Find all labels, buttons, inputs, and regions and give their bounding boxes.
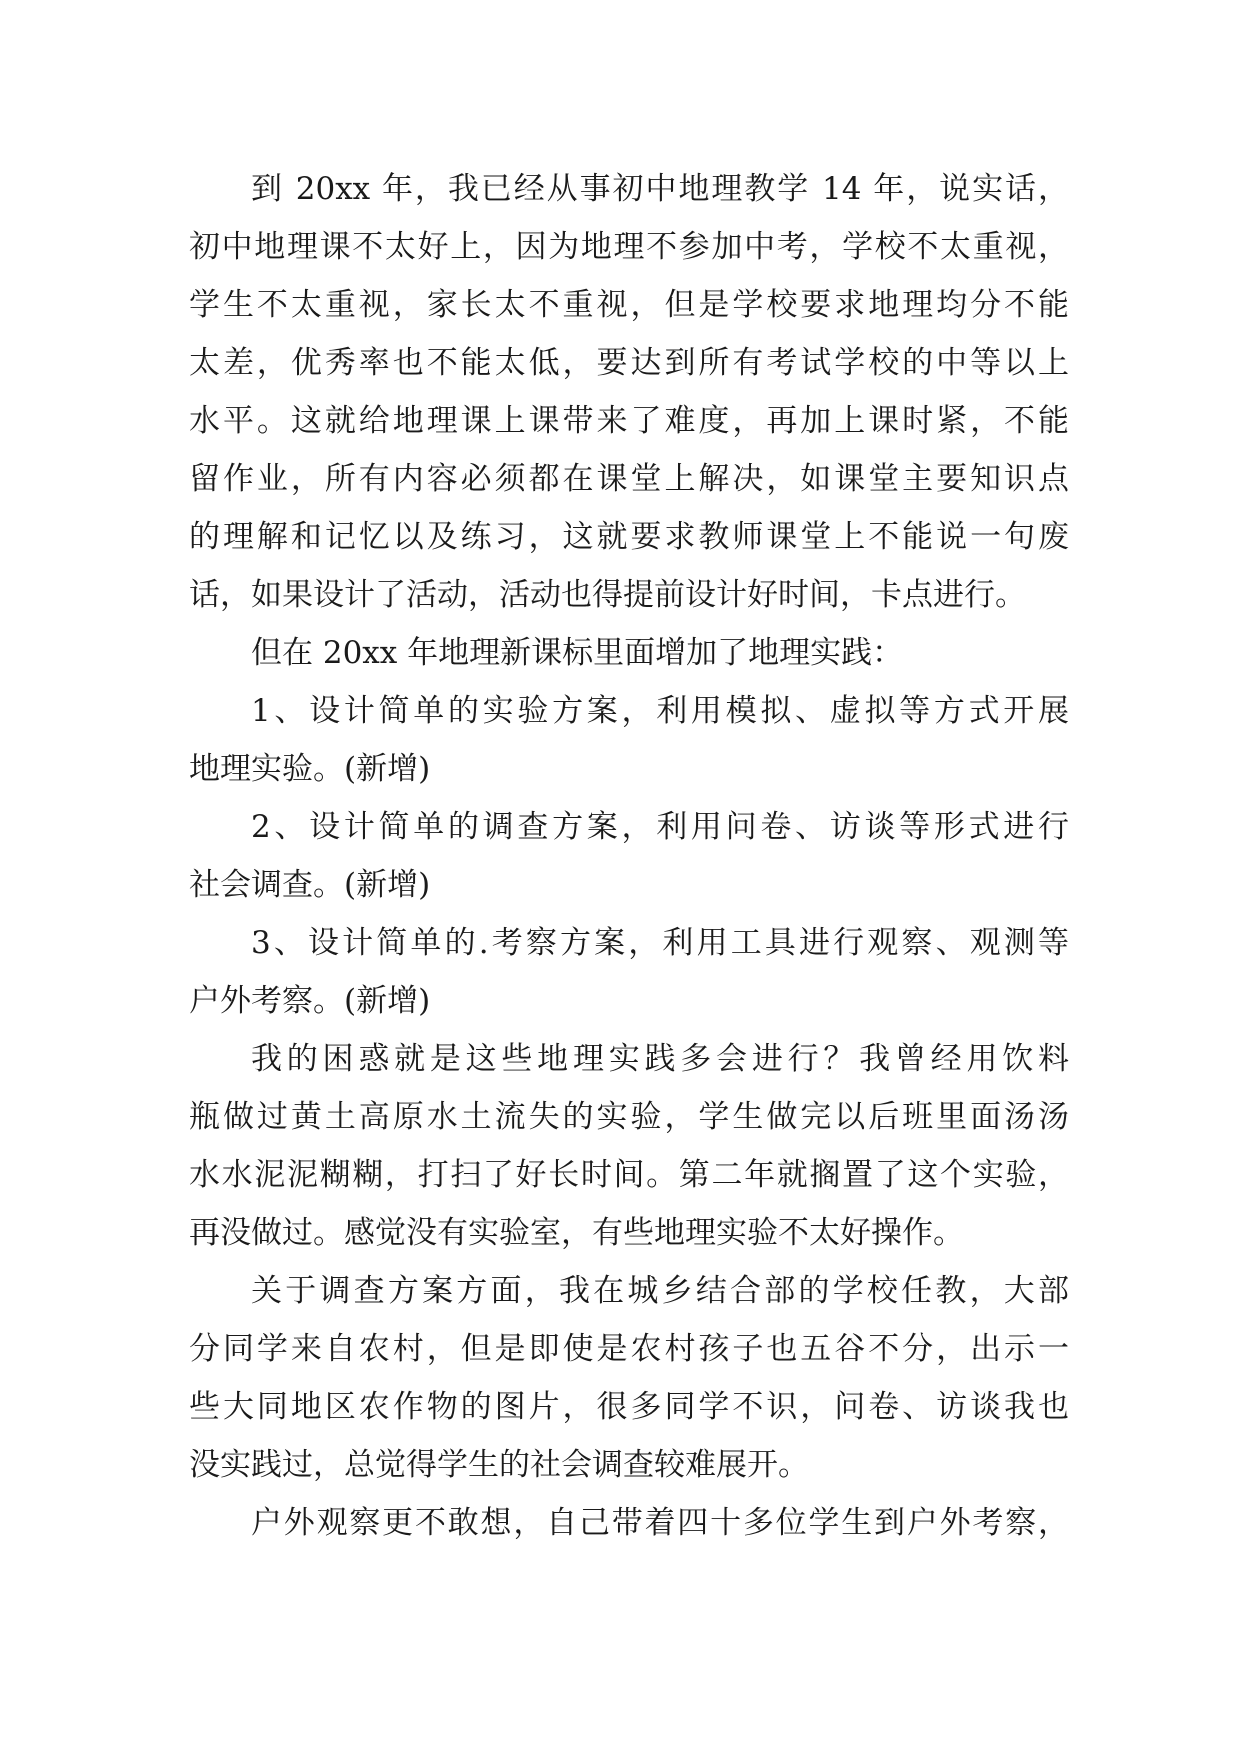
text-line: 我的困惑就是这些地理实践多会进行？我曾经用饮料 (251, 1041, 1069, 1077)
document-body (189, 160, 1069, 1552)
text-line: 些大同地区农作物的图片，很多同学不识，问卷、访谈我也 (189, 1389, 1069, 1425)
text-line: 户外考察。(新增) (189, 983, 431, 1019)
text-line: 但在 20xx 年地理新课标里面增加了地理实践： (251, 635, 904, 671)
text-line: 水水泥泥糊糊，打扫了好长时间。第二年就搁置了这个实验， (189, 1157, 1069, 1193)
text-line: 1、设计简单的实验方案，利用模拟、虚拟等方式开展 (251, 693, 1069, 729)
text-line: 到 20xx 年，我已经从事初中地理教学 14 年，说实话， (251, 171, 1069, 207)
text-line: 再没做过。感觉没有实验室，有些地理实验不太好操作。 (189, 1215, 964, 1251)
text-line: 留作业，所有内容必须都在课堂上解决，如课堂主要知识点 (189, 461, 1069, 497)
text-line: 3、设计简单的.考察方案，利用工具进行观察、观测等 (251, 925, 1069, 961)
text-line: 话，如果设计了活动，活动也得提前设计好时间，卡点进行。 (189, 577, 1026, 613)
text-line: 没实践过，总觉得学生的社会调查较难展开。 (189, 1447, 809, 1483)
text-line: 的理解和记忆以及练习，这就要求教师课堂上不能说一句废 (189, 519, 1069, 555)
text-line: 2、设计简单的调查方案，利用问卷、访谈等形式进行 (251, 809, 1069, 845)
text-line: 瓶做过黄土高原水土流失的实验，学生做完以后班里面汤汤 (189, 1099, 1069, 1135)
text-line: 水平。这就给地理课上课带来了难度，再加上课时紧，不能 (189, 403, 1069, 439)
text-line: 关于调查方案方面，我在城乡结合部的学校任教，大部 (251, 1273, 1069, 1309)
text-line: 太差，优秀率也不能太低，要达到所有考试学校的中等以上 (189, 345, 1069, 381)
text-line: 户外观察更不敢想，自己带着四十多位学生到户外考察， (251, 1505, 1069, 1541)
text-line: 初中地理课不太好上，因为地理不参加中考，学校不太重视， (189, 229, 1069, 265)
text-line: 分同学来自农村，但是即使是农村孩子也五谷不分，出示一 (189, 1331, 1069, 1367)
text-line: 地理实验。(新增) (189, 751, 431, 787)
text-line: 学生不太重视，家长太不重视，但是学校要求地理均分不能 (189, 287, 1069, 323)
text-line: 社会调查。(新增) (189, 867, 431, 903)
